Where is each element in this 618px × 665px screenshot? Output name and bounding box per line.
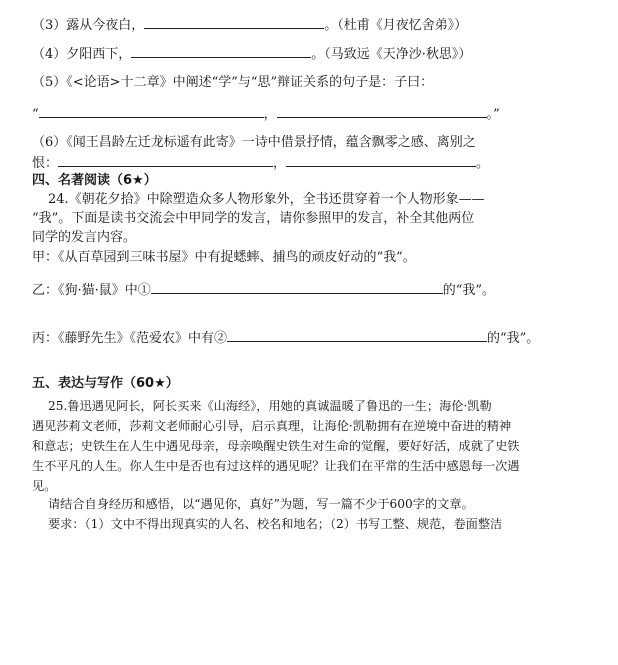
- q25-paragraph-line2: 遇见莎莉文老师，莎莉文老师耐心引导，启示真理，让海伦·凯勒拥有在逆境中奋进的精神: [32, 419, 512, 433]
- q3-answer-blank[interactable]: [144, 16, 324, 29]
- q4-text: 夕阳西下，: [66, 47, 132, 62]
- q5-number: （5）: [32, 75, 67, 90]
- q24-yi-prefix: 乙：《狗·猫·鼠》中①: [32, 283, 151, 298]
- q5-comma: ，: [263, 107, 277, 122]
- poem-q4: [32, 45, 471, 63]
- q6-continued: 恨：: [32, 156, 59, 171]
- q5-answer-blank-1[interactable]: [39, 105, 264, 118]
- q24-yi-suffix: 的“我”。: [442, 283, 496, 298]
- q25-paragraph-line3: 和意志；史铁生在人生中遇见母亲，母亲唤醒史铁生对生命的觉醒，要好好活，成就了史铁: [32, 439, 520, 453]
- q3-number: （3）: [32, 18, 67, 33]
- q4-source: 。（马致远《天净沙·秋思》）: [311, 47, 472, 62]
- q25-requirements: 要求：（1）文中不得出现真实的人名、校名和地名；（2）书写工整、规范，卷面整洁: [48, 517, 503, 531]
- q24-yi: [32, 281, 495, 299]
- q25-task: 请结合自身经历和感悟，以“遇见你，真好”为题，写一篇不少于600字的文章。: [48, 497, 474, 511]
- q24-bing-answer-blank[interactable]: [227, 329, 487, 342]
- q3-source: 。（杜甫《月夜忆舍弟》）: [324, 18, 468, 33]
- poem-q5: [32, 75, 433, 91]
- poem-q3: [32, 16, 467, 34]
- q5-text: 《<论语>十二章》中阐述“学”与“思”辩证关系的句子是：子曰：: [66, 75, 434, 90]
- q6-comma: ，: [273, 156, 287, 171]
- poem-q6: [32, 135, 476, 151]
- q4-answer-blank[interactable]: [131, 45, 311, 58]
- q24-bing-prefix: 丙：《藤野先生》《范爱农》中有②: [32, 331, 228, 346]
- q24-intro-line2: “我”。下面是读书交流会中甲同学的发言，请你参照甲的发言，补全其他两位: [32, 211, 475, 226]
- q6-answer-blank-1[interactable]: [58, 154, 273, 167]
- q25-paragraph-line4: 生不平凡的人生。你人生中是否也有过这样的遇见呢？让我们在平常的生活中感恩每一次遇: [32, 459, 520, 473]
- q5-close-quote: 。”: [486, 107, 500, 122]
- poem-q5-answers: [32, 105, 500, 123]
- q24-intro-line1: 24.《朝花夕拾》中除塑造众多人物形象外，全书还贯穿着一个人物形象——: [48, 192, 485, 207]
- q25-paragraph-line1: 25.鲁迅遇见阿长，阿长买来《山海经》，用她的真诚温暖了鲁迅的一生；海伦·凯勒: [48, 399, 492, 413]
- q24-bing: [32, 329, 539, 347]
- q4-number: （4）: [32, 47, 67, 62]
- q3-text: 露从今夜白，: [66, 18, 145, 33]
- q6-text: 《闻王昌龄左迁龙标遥有此寄》一诗中借景抒情，蕴含飘零之感、离别之: [66, 135, 476, 150]
- q6-number: （6）: [32, 135, 67, 150]
- q24-jia: 甲：《从百草园到三味书屋》中有捉蟋蟀、捕鸟的顽皮好动的“我”。: [32, 250, 416, 265]
- q6-period: 。: [476, 156, 490, 171]
- q24-bing-suffix: 的“我”。: [487, 331, 540, 346]
- q5-answer-blank-2[interactable]: [277, 105, 487, 118]
- q5-open-quote: “: [32, 107, 39, 122]
- section5-title: 五、表达与写作（60★）: [32, 376, 179, 391]
- poem-q6-answers: [32, 154, 489, 172]
- q24-yi-answer-blank[interactable]: [151, 281, 443, 294]
- q6-answer-blank-2[interactable]: [286, 154, 476, 167]
- q24-intro-line3: 同学的发言内容。: [32, 230, 137, 245]
- section4-title: 四、名著阅读（6★）: [32, 173, 157, 188]
- q25-paragraph-line5: 见。: [32, 479, 57, 493]
